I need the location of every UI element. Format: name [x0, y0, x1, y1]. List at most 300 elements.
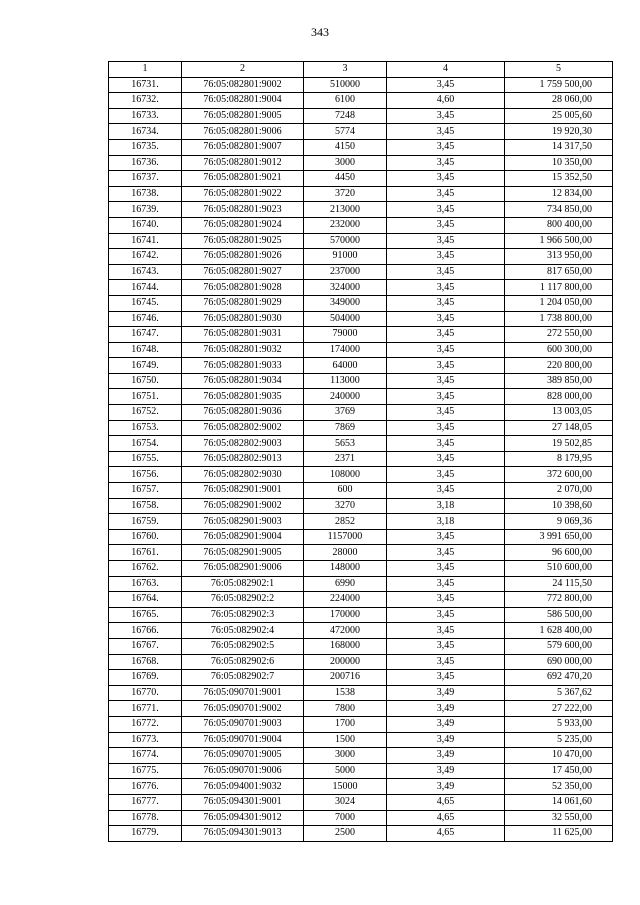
table-row	[109, 405, 613, 421]
table-row	[109, 592, 613, 608]
area-cell: 349000	[304, 295, 387, 311]
rate-cell: 3,45	[387, 623, 505, 639]
header-cell-2: 2	[182, 62, 304, 78]
table-row	[109, 77, 613, 93]
row-number-cell: 16761.	[109, 545, 182, 561]
rate-cell: 3,45	[387, 108, 505, 124]
rate-cell: 3,45	[387, 295, 505, 311]
amount-cell: 1 759 500,00	[505, 77, 613, 93]
rate-cell: 3,45	[387, 638, 505, 654]
rate-cell: 3,45	[387, 451, 505, 467]
row-number-cell: 16770.	[109, 685, 182, 701]
cadastral-number-cell: 76:05:094001:9032	[182, 779, 304, 795]
cadastral-number-cell: 76:05:082801:9029	[182, 295, 304, 311]
row-number-cell: 16749.	[109, 358, 182, 374]
row-number-cell: 16731.	[109, 77, 182, 93]
cadastral-number-cell: 76:05:082801:9036	[182, 405, 304, 421]
area-cell: 28000	[304, 545, 387, 561]
cadastral-number-cell: 76:05:082902:7	[182, 670, 304, 686]
cadastral-number-cell: 76:05:082901:9001	[182, 483, 304, 499]
rate-cell: 3,49	[387, 685, 505, 701]
table-row	[109, 186, 613, 202]
cadastral-number-cell: 76:05:090701:9006	[182, 763, 304, 779]
table-row	[109, 139, 613, 155]
rate-cell: 3,45	[387, 561, 505, 577]
cadastral-number-cell: 76:05:082902:2	[182, 592, 304, 608]
rate-cell: 3,45	[387, 186, 505, 202]
cadastral-number-cell: 76:05:082801:9034	[182, 373, 304, 389]
rate-cell: 3,18	[387, 514, 505, 530]
amount-cell: 52 350,00	[505, 779, 613, 795]
row-number-cell: 16734.	[109, 124, 182, 140]
table-row	[109, 155, 613, 171]
amount-cell: 10 398,60	[505, 498, 613, 514]
row-number-cell: 16755.	[109, 451, 182, 467]
area-cell: 1157000	[304, 529, 387, 545]
area-cell: 1500	[304, 732, 387, 748]
area-cell: 200000	[304, 654, 387, 670]
cadastral-number-cell: 76:05:082801:9026	[182, 249, 304, 265]
row-number-cell: 16771.	[109, 701, 182, 717]
data-table	[108, 61, 613, 842]
table-row	[109, 716, 613, 732]
row-number-cell: 16779.	[109, 826, 182, 842]
rate-cell: 3,45	[387, 217, 505, 233]
row-number-cell: 16764.	[109, 592, 182, 608]
rate-cell: 3,45	[387, 654, 505, 670]
row-number-cell: 16735.	[109, 139, 182, 155]
amount-cell: 19 502,85	[505, 436, 613, 452]
row-number-cell: 16743.	[109, 264, 182, 280]
amount-cell: 25 005,60	[505, 108, 613, 124]
row-number-cell: 16754.	[109, 436, 182, 452]
table-row	[109, 638, 613, 654]
area-cell: 4150	[304, 139, 387, 155]
rate-cell: 4,65	[387, 810, 505, 826]
row-number-cell: 16753.	[109, 420, 182, 436]
rate-cell: 3,45	[387, 607, 505, 623]
row-number-cell: 16776.	[109, 779, 182, 795]
amount-cell: 5 235,00	[505, 732, 613, 748]
cadastral-number-cell: 76:05:082801:9023	[182, 202, 304, 218]
area-cell: 64000	[304, 358, 387, 374]
row-number-cell: 16767.	[109, 638, 182, 654]
table-row	[109, 826, 613, 842]
row-number-cell: 16738.	[109, 186, 182, 202]
area-cell: 108000	[304, 467, 387, 483]
rate-cell: 3,45	[387, 202, 505, 218]
amount-cell: 734 850,00	[505, 202, 613, 218]
area-cell: 3024	[304, 794, 387, 810]
area-cell: 600	[304, 483, 387, 499]
row-number-cell: 16775.	[109, 763, 182, 779]
table-row	[109, 576, 613, 592]
row-number-cell: 16741.	[109, 233, 182, 249]
rate-cell: 3,49	[387, 779, 505, 795]
rate-cell: 3,45	[387, 405, 505, 421]
amount-cell: 692 470,20	[505, 670, 613, 686]
rate-cell: 3,45	[387, 139, 505, 155]
row-number-cell: 16772.	[109, 716, 182, 732]
cadastral-number-cell: 76:05:082902:6	[182, 654, 304, 670]
table-row	[109, 295, 613, 311]
amount-cell: 8 179,95	[505, 451, 613, 467]
table-row	[109, 342, 613, 358]
row-number-cell: 16759.	[109, 514, 182, 530]
area-cell: 79000	[304, 327, 387, 343]
cadastral-number-cell: 76:05:082901:9002	[182, 498, 304, 514]
area-cell: 3000	[304, 155, 387, 171]
cadastral-number-cell: 76:05:082801:9031	[182, 327, 304, 343]
amount-cell: 17 450,00	[505, 763, 613, 779]
row-number-cell: 16736.	[109, 155, 182, 171]
area-cell: 5653	[304, 436, 387, 452]
row-number-cell: 16777.	[109, 794, 182, 810]
area-cell: 6100	[304, 93, 387, 109]
amount-cell: 800 400,00	[505, 217, 613, 233]
area-cell: 7248	[304, 108, 387, 124]
rate-cell: 4,65	[387, 794, 505, 810]
rate-cell: 3,45	[387, 529, 505, 545]
rate-cell: 3,49	[387, 732, 505, 748]
cadastral-number-cell: 76:05:082902:1	[182, 576, 304, 592]
amount-cell: 1 117 800,00	[505, 280, 613, 296]
area-cell: 168000	[304, 638, 387, 654]
amount-cell: 372 600,00	[505, 467, 613, 483]
area-cell: 3000	[304, 748, 387, 764]
rate-cell: 3,45	[387, 576, 505, 592]
cadastral-number-cell: 76:05:082902:5	[182, 638, 304, 654]
header-row	[109, 62, 613, 78]
rate-cell: 3,45	[387, 436, 505, 452]
cadastral-number-cell: 76:05:082901:9003	[182, 514, 304, 530]
rate-cell: 4,60	[387, 93, 505, 109]
row-number-cell: 16744.	[109, 280, 182, 296]
amount-cell: 220 800,00	[505, 358, 613, 374]
table-row	[109, 264, 613, 280]
area-cell: 6990	[304, 576, 387, 592]
amount-cell: 579 600,00	[505, 638, 613, 654]
rate-cell: 3,45	[387, 249, 505, 265]
rate-cell: 3,45	[387, 420, 505, 436]
cadastral-number-cell: 76:05:082801:9021	[182, 171, 304, 187]
row-number-cell: 16778.	[109, 810, 182, 826]
row-number-cell: 16765.	[109, 607, 182, 623]
cadastral-number-cell: 76:05:082901:9004	[182, 529, 304, 545]
cadastral-number-cell: 76:05:082801:9012	[182, 155, 304, 171]
cadastral-number-cell: 76:05:090701:9003	[182, 716, 304, 732]
area-cell: 148000	[304, 561, 387, 577]
amount-cell: 510 600,00	[505, 561, 613, 577]
amount-cell: 14 317,50	[505, 139, 613, 155]
row-number-cell: 16737.	[109, 171, 182, 187]
rate-cell: 3,45	[387, 155, 505, 171]
cadastral-number-cell: 76:05:082901:9006	[182, 561, 304, 577]
row-number-cell: 16733.	[109, 108, 182, 124]
table-row	[109, 327, 613, 343]
cadastral-number-cell: 76:05:082801:9024	[182, 217, 304, 233]
table-row	[109, 124, 613, 140]
table-row	[109, 654, 613, 670]
area-cell: 237000	[304, 264, 387, 280]
amount-cell: 13 003,05	[505, 405, 613, 421]
row-number-cell: 16768.	[109, 654, 182, 670]
amount-cell: 5 367,62	[505, 685, 613, 701]
rate-cell: 3,45	[387, 592, 505, 608]
rate-cell: 3,45	[387, 233, 505, 249]
row-number-cell: 16732.	[109, 93, 182, 109]
table-row	[109, 358, 613, 374]
table-row	[109, 420, 613, 436]
rate-cell: 3,49	[387, 716, 505, 732]
rate-cell: 3,49	[387, 701, 505, 717]
amount-cell: 3 991 650,00	[505, 529, 613, 545]
area-cell: 3769	[304, 405, 387, 421]
rate-cell: 3,45	[387, 342, 505, 358]
rate-cell: 3,45	[387, 545, 505, 561]
cadastral-number-cell: 76:05:082801:9035	[182, 389, 304, 405]
table-row	[109, 545, 613, 561]
table-row	[109, 701, 613, 717]
table-row	[109, 794, 613, 810]
rate-cell: 3,45	[387, 389, 505, 405]
amount-cell: 1 628 400,00	[505, 623, 613, 639]
rate-cell: 3,18	[387, 498, 505, 514]
cadastral-number-cell: 76:05:090701:9004	[182, 732, 304, 748]
area-cell: 2371	[304, 451, 387, 467]
row-number-cell: 16756.	[109, 467, 182, 483]
row-number-cell: 16742.	[109, 249, 182, 265]
cadastral-number-cell: 76:05:082801:9028	[182, 280, 304, 296]
cadastral-number-cell: 76:05:082802:9003	[182, 436, 304, 452]
rate-cell: 4,65	[387, 826, 505, 842]
area-cell: 3270	[304, 498, 387, 514]
area-cell: 224000	[304, 592, 387, 608]
amount-cell: 27 148,05	[505, 420, 613, 436]
rate-cell: 3,45	[387, 483, 505, 499]
rate-cell: 3,45	[387, 280, 505, 296]
header-cell-3: 3	[304, 62, 387, 78]
table-row	[109, 389, 613, 405]
amount-cell: 12 834,00	[505, 186, 613, 202]
table-row	[109, 779, 613, 795]
amount-cell: 96 600,00	[505, 545, 613, 561]
cadastral-number-cell: 76:05:094301:9013	[182, 826, 304, 842]
cadastral-number-cell: 76:05:082801:9005	[182, 108, 304, 124]
table-row	[109, 202, 613, 218]
area-cell: 7869	[304, 420, 387, 436]
table-row	[109, 748, 613, 764]
amount-cell: 389 850,00	[505, 373, 613, 389]
rate-cell: 3,45	[387, 124, 505, 140]
table-row	[109, 93, 613, 109]
cadastral-number-cell: 76:05:082902:3	[182, 607, 304, 623]
row-number-cell: 16774.	[109, 748, 182, 764]
row-number-cell: 16739.	[109, 202, 182, 218]
amount-cell: 1 738 800,00	[505, 311, 613, 327]
amount-cell: 1 204 050,00	[505, 295, 613, 311]
row-number-cell: 16769.	[109, 670, 182, 686]
amount-cell: 11 625,00	[505, 826, 613, 842]
area-cell: 170000	[304, 607, 387, 623]
row-number-cell: 16766.	[109, 623, 182, 639]
row-number-cell: 16745.	[109, 295, 182, 311]
amount-cell: 5 933,00	[505, 716, 613, 732]
row-number-cell: 16748.	[109, 342, 182, 358]
rate-cell: 3,45	[387, 171, 505, 187]
area-cell: 1538	[304, 685, 387, 701]
area-cell: 232000	[304, 217, 387, 233]
header-cell-1: 1	[109, 62, 182, 78]
table-row	[109, 467, 613, 483]
rate-cell: 3,45	[387, 358, 505, 374]
table-row	[109, 685, 613, 701]
row-number-cell: 16746.	[109, 311, 182, 327]
amount-cell: 10 350,00	[505, 155, 613, 171]
area-cell: 174000	[304, 342, 387, 358]
table-row	[109, 233, 613, 249]
amount-cell: 586 500,00	[505, 607, 613, 623]
header-cell-5: 5	[505, 62, 613, 78]
amount-cell: 19 920,30	[505, 124, 613, 140]
cadastral-number-cell: 76:05:090701:9005	[182, 748, 304, 764]
amount-cell: 1 966 500,00	[505, 233, 613, 249]
cadastral-number-cell: 76:05:082801:9030	[182, 311, 304, 327]
table-row	[109, 529, 613, 545]
rate-cell: 3,45	[387, 373, 505, 389]
area-cell: 3720	[304, 186, 387, 202]
amount-cell: 14 061,60	[505, 794, 613, 810]
area-cell: 4450	[304, 171, 387, 187]
area-cell: 510000	[304, 77, 387, 93]
amount-cell: 817 650,00	[505, 264, 613, 280]
row-number-cell: 16752.	[109, 405, 182, 421]
cadastral-number-cell: 76:05:082801:9007	[182, 139, 304, 155]
table-row	[109, 763, 613, 779]
cadastral-number-cell: 76:05:094301:9012	[182, 810, 304, 826]
table-row	[109, 732, 613, 748]
amount-cell: 24 115,50	[505, 576, 613, 592]
amount-cell: 600 300,00	[505, 342, 613, 358]
cadastral-number-cell: 76:05:082901:9005	[182, 545, 304, 561]
table-row	[109, 483, 613, 499]
amount-cell: 9 069,36	[505, 514, 613, 530]
cadastral-number-cell: 76:05:082902:4	[182, 623, 304, 639]
table-row	[109, 217, 613, 233]
rate-cell: 3,49	[387, 748, 505, 764]
table-row	[109, 171, 613, 187]
amount-cell: 690 000,00	[505, 654, 613, 670]
area-cell: 472000	[304, 623, 387, 639]
amount-cell: 28 060,00	[505, 93, 613, 109]
amount-cell: 772 800,00	[505, 592, 613, 608]
row-number-cell: 16758.	[109, 498, 182, 514]
table-row	[109, 670, 613, 686]
amount-cell: 10 470,00	[505, 748, 613, 764]
cadastral-number-cell: 76:05:082801:9022	[182, 186, 304, 202]
area-cell: 200716	[304, 670, 387, 686]
row-number-cell: 16747.	[109, 327, 182, 343]
table-row	[109, 623, 613, 639]
rate-cell: 3,45	[387, 327, 505, 343]
row-number-cell: 16763.	[109, 576, 182, 592]
cadastral-number-cell: 76:05:082801:9032	[182, 342, 304, 358]
cadastral-number-cell: 76:05:082801:9025	[182, 233, 304, 249]
amount-cell: 313 950,00	[505, 249, 613, 265]
area-cell: 213000	[304, 202, 387, 218]
table-row	[109, 373, 613, 389]
row-number-cell: 16760.	[109, 529, 182, 545]
cadastral-number-cell: 76:05:082802:9013	[182, 451, 304, 467]
table-row	[109, 280, 613, 296]
rate-cell: 3,49	[387, 763, 505, 779]
table-row	[109, 810, 613, 826]
table-row	[109, 436, 613, 452]
area-cell: 324000	[304, 280, 387, 296]
area-cell: 7000	[304, 810, 387, 826]
table-header	[109, 62, 613, 78]
cadastral-number-cell: 76:05:082801:9027	[182, 264, 304, 280]
cadastral-number-cell: 76:05:082802:9030	[182, 467, 304, 483]
rate-cell: 3,45	[387, 670, 505, 686]
table-row	[109, 311, 613, 327]
table-row	[109, 498, 613, 514]
cadastral-number-cell: 76:05:082801:9002	[182, 77, 304, 93]
cadastral-number-cell: 76:05:082801:9006	[182, 124, 304, 140]
cadastral-number-cell: 76:05:082802:9002	[182, 420, 304, 436]
table-body	[109, 77, 613, 841]
amount-cell: 15 352,50	[505, 171, 613, 187]
amount-cell: 828 000,00	[505, 389, 613, 405]
area-cell: 504000	[304, 311, 387, 327]
page-number: 343	[311, 25, 329, 39]
area-cell: 2500	[304, 826, 387, 842]
area-cell: 15000	[304, 779, 387, 795]
row-number-cell: 16740.	[109, 217, 182, 233]
row-number-cell: 16773.	[109, 732, 182, 748]
amount-cell: 32 550,00	[505, 810, 613, 826]
amount-cell: 272 550,00	[505, 327, 613, 343]
row-number-cell: 16757.	[109, 483, 182, 499]
area-cell: 91000	[304, 249, 387, 265]
area-cell: 2852	[304, 514, 387, 530]
area-cell: 113000	[304, 373, 387, 389]
cadastral-number-cell: 76:05:090701:9001	[182, 685, 304, 701]
area-cell: 7800	[304, 701, 387, 717]
area-cell: 5000	[304, 763, 387, 779]
row-number-cell: 16750.	[109, 373, 182, 389]
rate-cell: 3,45	[387, 467, 505, 483]
table-row	[109, 108, 613, 124]
table-row	[109, 451, 613, 467]
table-row	[109, 561, 613, 577]
cadastral-number-cell: 76:05:090701:9002	[182, 701, 304, 717]
amount-cell: 2 070,00	[505, 483, 613, 499]
row-number-cell: 16751.	[109, 389, 182, 405]
header-cell-4: 4	[387, 62, 505, 78]
rate-cell: 3,45	[387, 311, 505, 327]
rate-cell: 3,45	[387, 264, 505, 280]
table-row	[109, 514, 613, 530]
area-cell: 1700	[304, 716, 387, 732]
table-row	[109, 249, 613, 265]
cadastral-number-cell: 76:05:094301:9001	[182, 794, 304, 810]
rate-cell: 3,45	[387, 77, 505, 93]
area-cell: 5774	[304, 124, 387, 140]
area-cell: 240000	[304, 389, 387, 405]
row-number-cell: 16762.	[109, 561, 182, 577]
cadastral-number-cell: 76:05:082801:9033	[182, 358, 304, 374]
